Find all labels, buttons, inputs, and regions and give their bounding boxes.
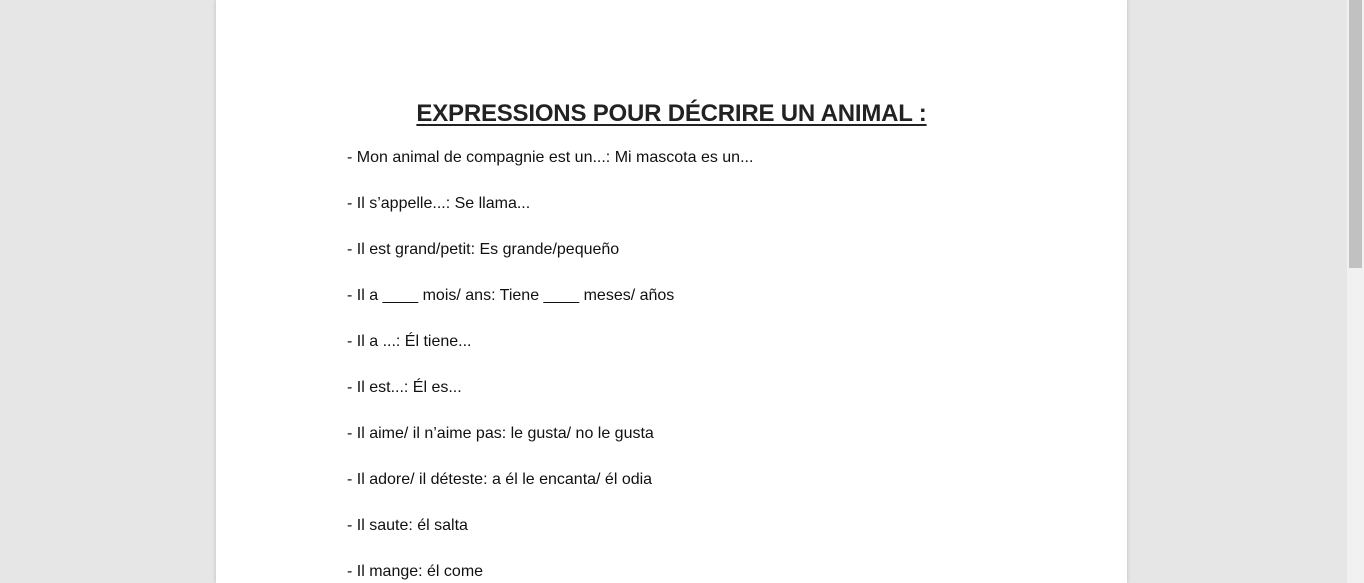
document-title: EXPRESSIONS POUR DÉCRIRE UN ANIMAL :: [416, 100, 927, 127]
scrollbar-thumb[interactable]: [1349, 0, 1362, 268]
expression-line: - Il est...: Él es...: [347, 379, 462, 396]
document-page: [216, 0, 1127, 583]
vertical-scrollbar[interactable]: [1347, 0, 1364, 583]
expression-line: - Il s’appelle...: Se llama...: [347, 195, 531, 212]
expression-line: - Il mange: él come: [347, 563, 484, 580]
expression-list: [347, 147, 753, 583]
expression-line: - Il a ...: Él tiene...: [347, 333, 472, 350]
expression-line: - Il a ____ mois/ ans: Tiene ____ meses/ años: [347, 287, 675, 304]
expression-line: - Il adore/ il déteste: a él le encanta/ él odia: [347, 471, 653, 488]
expression-line: - Il saute: él salta: [347, 517, 468, 534]
expression-line: - Il aime/ il n’aime pas: le gusta/ no le gusta: [347, 425, 654, 442]
expression-line: - Il est grand/petit: Es grande/pequeño: [347, 241, 620, 258]
expression-line: - Mon animal de compagnie est un...: Mi mascota es un...: [347, 149, 754, 166]
